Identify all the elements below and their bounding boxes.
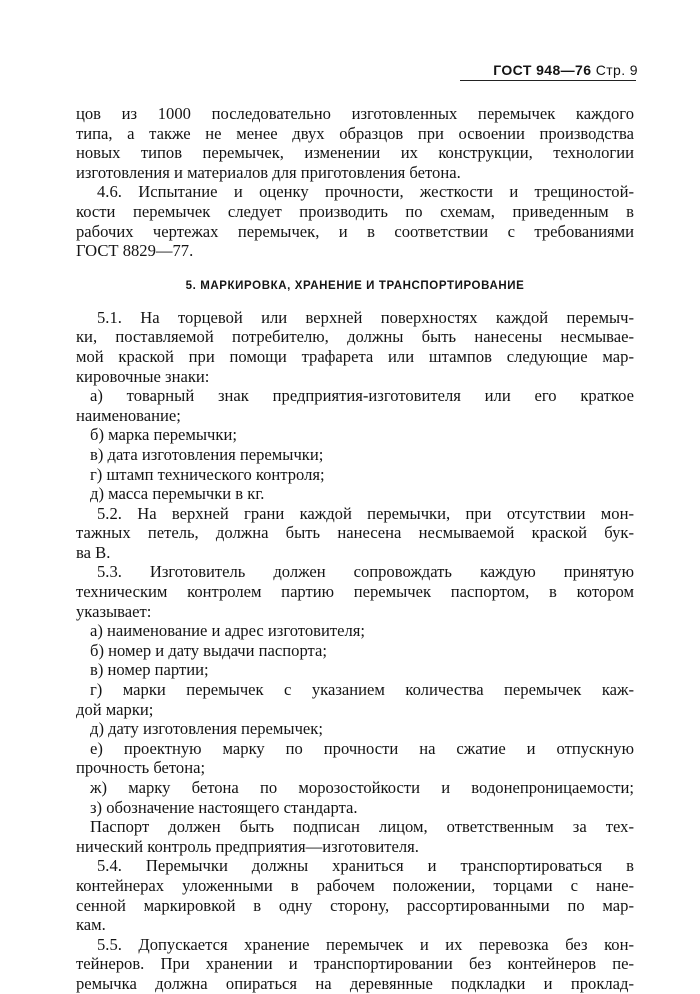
list-item: г) штамп технического контроля; bbox=[90, 464, 325, 484]
header-rule bbox=[460, 80, 636, 81]
text-line: тажных петель, должна быть нанесена несмываемой краской бук- bbox=[76, 523, 634, 543]
paragraph-5-5 bbox=[76, 935, 634, 994]
passport-list bbox=[76, 621, 634, 817]
paragraph-5-2 bbox=[76, 504, 634, 563]
text-line: ремычка должна опираться на деревянные подкладки и проклад- bbox=[76, 973, 634, 993]
text-line: изготовления и материалов для приготовления бетона. bbox=[76, 162, 461, 182]
text-line: 4.6. Испытание и оценку прочности, жесткости и трещиностой- bbox=[97, 182, 634, 202]
paragraph-5-4 bbox=[76, 856, 634, 934]
text-line: новых типов перемычек, изменении их конструкции, технологии bbox=[76, 143, 634, 163]
text-line: 5.1. На торцевой или верхней поверхностях каждой перемыч- bbox=[97, 307, 634, 327]
text-line: рабочих чертежах перемычек, и в соответствии с требованиями bbox=[76, 221, 634, 241]
list-item-continuation: прочность бетона; bbox=[76, 758, 206, 778]
list-item: а) наименование и адрес изготовителя; bbox=[90, 621, 365, 641]
text-line: 5.4. Перемычки должны храниться и транспортироваться в bbox=[97, 856, 634, 876]
list-item: б) марка перемычки; bbox=[90, 425, 237, 445]
text-line: кировочные знаки: bbox=[76, 366, 210, 386]
paragraph-5-1 bbox=[76, 308, 634, 386]
list-item: ж) марку бетона по морозостойкости и водонепроницаемости; bbox=[90, 778, 634, 797]
text-line: Паспорт должен быть подписан лицом, ответственным за тех- bbox=[90, 817, 634, 837]
paragraph-5-3 bbox=[76, 562, 634, 621]
list-item: е) проектную марку по прочности на сжатие и отпускную bbox=[90, 738, 634, 758]
text-line: техническим контролем партию перемычек паспортом, в котором bbox=[76, 582, 634, 602]
page-number: Стр. 9 bbox=[595, 62, 638, 78]
text-line: 5.2. На верхней грани каждой перемычки, при отсутствии мон- bbox=[97, 503, 634, 523]
list-item-continuation: наименование; bbox=[76, 405, 181, 425]
list-item: в) дата изготовления перемычки; bbox=[90, 444, 324, 464]
page-header bbox=[493, 61, 638, 81]
text-line: 5.5. Допускается хранение перемычек и их перевозка без кон- bbox=[97, 934, 634, 954]
list-item: в) номер партии; bbox=[90, 660, 209, 680]
list-item: з) обозначение настоящего стандарта. bbox=[90, 797, 358, 817]
list-item: б) номер и дату выдачи паспорта; bbox=[90, 640, 327, 660]
list-item: д) дату изготовления перемычек; bbox=[90, 719, 323, 739]
standard-number: ГОСТ 948—76 bbox=[493, 62, 592, 78]
list-item: г) марки перемычек с указанием количества перемычек каж- bbox=[90, 680, 634, 700]
text-line: кости перемычек следует производить по схемам, приведенным в bbox=[76, 201, 634, 221]
paragraph-4-6 bbox=[76, 182, 634, 260]
list-item-continuation: дой марки; bbox=[76, 699, 154, 719]
document-body bbox=[76, 104, 634, 994]
text-line: цов из 1000 последовательно изготовленных перемычек каждого bbox=[76, 104, 634, 123]
text-line: контейнерах уложенными в рабочем положении, торцами с нане- bbox=[76, 875, 634, 895]
text-line: типа, а также не менее двух образцов при освоении производства bbox=[76, 123, 634, 143]
text-line: ки, поставляемой потребителю, должны быть нанесены несмывае- bbox=[76, 327, 634, 347]
text-line: тейнеров. При хранении и транспортировании без контейнеров пе- bbox=[76, 954, 634, 974]
marking-list bbox=[76, 386, 634, 504]
text-line: сенной маркировкой в одну сторону, рассортированными по мар- bbox=[76, 895, 634, 915]
section-5-heading: 5. МАРКИРОВКА, ХРАНЕНИЕ И ТРАНСПОРТИРОВАНИЕ bbox=[185, 279, 525, 292]
list-item: д) масса перемычки в кг. bbox=[90, 484, 265, 504]
list-item: а) товарный знак предприятия-изготовителя или его краткое bbox=[90, 386, 634, 406]
text-line: 5.3. Изготовитель должен сопровождать каждую принятую bbox=[97, 562, 634, 582]
text-line: мой краской при помощи трафарета или штампов следующие мар- bbox=[76, 346, 634, 366]
text-line: ГОСТ 8829—77. bbox=[76, 241, 194, 261]
text-line: нический контроль предприятия—изготовителя. bbox=[76, 836, 419, 856]
passport-signature-paragraph bbox=[76, 817, 634, 856]
text-line: кам. bbox=[76, 915, 106, 935]
text-line: указывает: bbox=[76, 601, 152, 621]
section4-continuation bbox=[76, 104, 634, 182]
text-line: ва В. bbox=[76, 542, 111, 562]
